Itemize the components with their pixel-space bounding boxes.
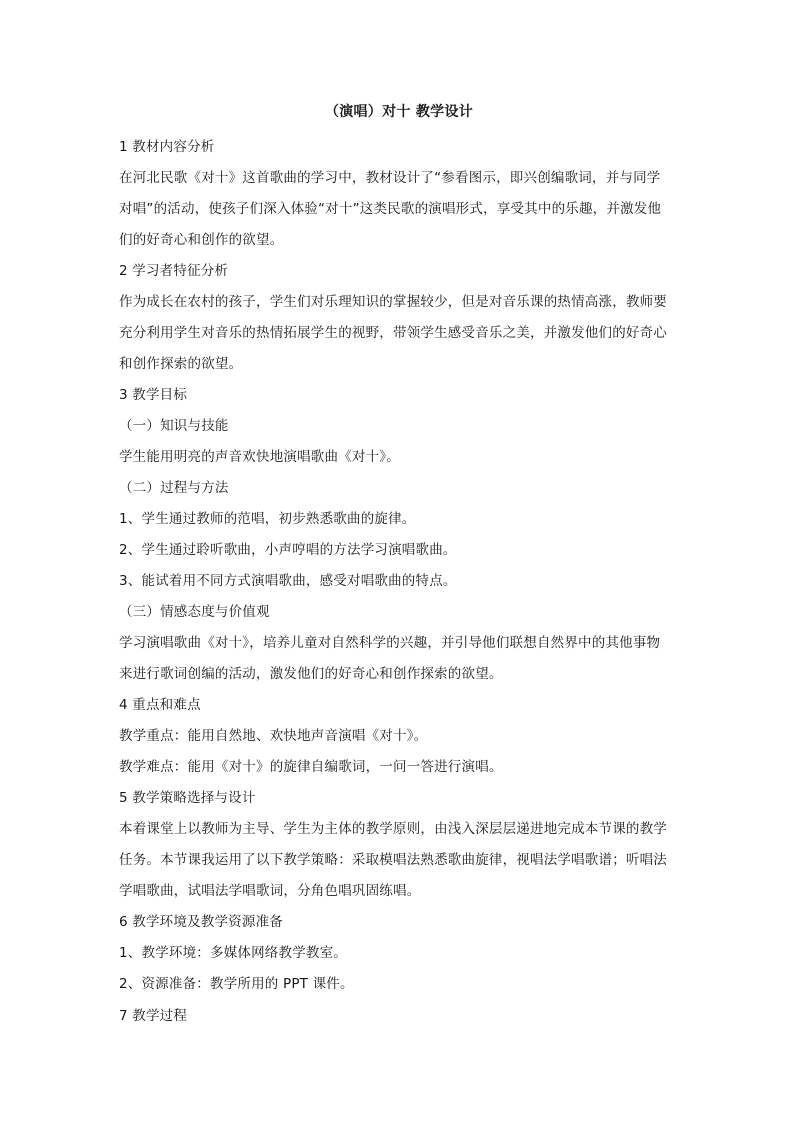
paragraph-line: 教学重点：能用自然地、欢快地声音演唱《对十》。: [119, 728, 428, 744]
subheading-knowledge-skills: （一）知识与技能: [119, 418, 229, 434]
section-heading-strategy: 5 教学策略选择与设计: [119, 790, 256, 806]
paragraph-line: 充分利用学生对音乐的热情拓展学生的视野，带领学生感受音乐之美，并激发他们的好奇心: [119, 325, 667, 341]
document-body: [119, 101, 679, 1032]
section-heading-teaching-goals: 3 教学目标: [119, 387, 188, 403]
paragraph-line: 本着课堂上以教师为主导、学生为主体的教学原则，由浅入深层层递进地完成本节课的教学: [119, 821, 667, 837]
paragraph-line: 学生能用明亮的声音欢快地演唱歌曲《对十》。: [119, 449, 400, 465]
paragraph-line: 在河北民歌《对十》这首歌曲的学习中，教材设计了“参看图示，即兴创编歌词，并与同学: [119, 170, 661, 186]
paragraph-line: 学习演唱歌曲《对十》，培养儿童对自然科学的兴趣，并引导他们联想自然界中的其他事物: [119, 635, 661, 651]
list-item: 2、资源准备：教学所用的 PPT 课件。: [119, 976, 354, 992]
section-heading-learner-analysis: 2 学习者特征分析: [119, 263, 229, 279]
document-title: （演唱）对十 教学设计: [324, 104, 474, 120]
section-heading-material-analysis: 1 教材内容分析: [119, 139, 215, 155]
paragraph-line: 作为成长在农村的孩子，学生们对乐理知识的掌握较少，但是对音乐课的热情高涨，教师要: [119, 294, 667, 310]
list-item: 2、学生通过聆听歌曲，小声哼唱的方法学习演唱歌曲。: [119, 542, 457, 558]
subheading-process-method: （二）过程与方法: [119, 480, 229, 496]
section-heading-key-points: 4 重点和难点: [119, 697, 201, 713]
list-item: 3、能试着用不同方式演唱歌曲，感受对唱歌曲的特点。: [119, 573, 457, 589]
paragraph-line: 教学难点：能用《对十》的旋律自编歌词，一问一答进行演唱。: [119, 759, 503, 775]
list-item: 1、教学环境：多媒体网络教学教室。: [119, 945, 347, 961]
paragraph-line: 任务。本节课我运用了以下教学策略：采取模唱法熟悉歌曲旋律，视唱法学唱歌谱；听唱法: [119, 852, 667, 868]
paragraph-line: 们的好奇心和创作的欲望。: [119, 232, 284, 248]
section-heading-environment: 6 教学环境及教学资源准备: [119, 914, 283, 930]
paragraph-line: 对唱”的活动，使孩子们深入体验“对十”这类民歌的演唱形式，享受其中的乐趣，并激发他: [119, 201, 662, 217]
paragraph-line: 来进行歌词创编的活动，激发他们的好奇心和创作探索的欲望。: [119, 666, 503, 682]
list-item: 1、学生通过教师的范唱，初步熟悉歌曲的旋律。: [119, 511, 416, 527]
paragraph-line: 学唱歌曲，试唱法学唱歌词，分角色唱巩固练唱。: [119, 883, 421, 899]
section-heading-teaching-process: 7 教学过程: [119, 1008, 188, 1024]
subheading-attitude-values: （三）情感态度与价值观: [119, 604, 270, 620]
paragraph-line: 和创作探索的欲望。: [119, 356, 243, 372]
